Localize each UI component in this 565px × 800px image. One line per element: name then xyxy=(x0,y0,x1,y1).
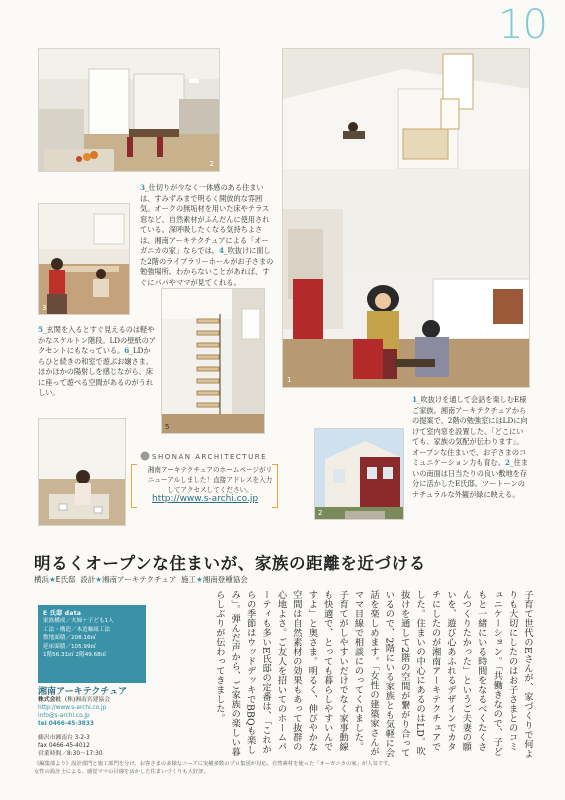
living-dining-image xyxy=(39,49,220,172)
caption-number: 3 xyxy=(140,183,146,192)
company-fax: fax 0466-45-4012 xyxy=(38,743,90,749)
photo-number: 1 xyxy=(287,376,292,384)
homepage-link[interactable]: http://www.s-archi.co.jp xyxy=(152,494,259,504)
data-line: 家族構成／夫婦＋子ども1人 xyxy=(43,618,114,624)
article-headline: 明るくオープンな住まいが、家族の距離を近づける xyxy=(34,554,426,573)
company-url[interactable]: http://www.s-archi.co.jp xyxy=(38,705,107,711)
caption-text: _吹抜けを通して会話を楽しむE様ご家族。湘南アーキテクチュアからの提案で、2階の勉強室にはLDに向けて室内窓を設置した。「どこにいても、家族の気配が伝わります」。オープンな住まいで、お子さまのコミュニケーション力も育む。 xyxy=(412,395,528,467)
company-type: 株式会社 xyxy=(38,697,62,703)
credit-location: 横浜 xyxy=(34,575,49,584)
caption-text: _吹抜けに面した2階のライブラリーホールがお子さまの勉強場所。わからないことがあれば、すぐにパパやママが見てくれる。 xyxy=(140,246,274,287)
credit-build: 湘南登種協会 xyxy=(202,575,248,584)
caption-3-4 xyxy=(140,183,274,288)
caption-text: _仕切りが少なく一体感のある住まいは、すみずみまで明るく開放的な雰囲気。オークの無垢材を用いた床やテラス窓など、自然素材がふんだんに使用されている。深呼吸したくなる気持ちよさは、湘南アーキテクチュアによる「オーガニカの家」ならでは。 xyxy=(140,183,270,255)
caption-text: _住まいの南面は日当たりの良い敷地を存分に活かしたE氏邸。ツートーンのナチュラルな外観が緑に映える。 xyxy=(412,458,529,499)
data-line: 敷地面積／208.16㎡ xyxy=(43,635,97,641)
house-data-box xyxy=(38,605,146,683)
exterior-image xyxy=(315,429,404,520)
company-email[interactable]: info@s-archi.co.jp xyxy=(38,713,90,719)
left-bracket xyxy=(131,464,137,508)
atrium-image xyxy=(283,49,530,388)
caption-number: 1 xyxy=(412,395,418,404)
data-title: E 氏邸 data xyxy=(43,610,82,617)
photo-number: 3 xyxy=(42,304,47,312)
credit-design-label: 設計 xyxy=(80,575,96,584)
company-sub: (株)湘南宮建協会 xyxy=(64,697,110,703)
photo-number: 2 xyxy=(318,509,323,517)
caption-5-6 xyxy=(38,325,156,399)
photo-number: 5 xyxy=(165,423,170,431)
page-number: 10 xyxy=(498,2,547,48)
company-tel: tel 0466-45-3833 xyxy=(38,721,94,727)
staircase-image xyxy=(162,289,265,434)
credit-build-label: 施工 xyxy=(181,575,197,584)
editorial-note-line: 《編集部より》設計部門と施工部門を分け、お客さまの多様なニーズに実績多数のプロ集団が対応。自然素材を使った「オーガニカの家」が人気です。 xyxy=(34,761,394,767)
logo-icon xyxy=(140,451,150,461)
data-line: 延床面積／105.99㎡ xyxy=(43,643,97,650)
photo-atrium xyxy=(282,48,530,388)
article-body: 子育て世代のEさんが、家づくりで何よりも大切にしたのはお子さまとのコミュニケーション。「共働きなので、子どもと一緒にいる時間をなるべくたくさんつくりたかった」というご夫妻の願いを、遊び心あふれるデザインでカタチにしたのが湘南アーキテクチュアでした。住まいの中心にあるのはLD。吹抜けを通して2階の空間が繋がり合っているので、2階にいる家族とも気軽に会話を楽しめます。「女性の建築家さんがママ目線で相談にのってくれました。子育てがしやすいだけでなく家事動線も快適で、とっても暮らしやすいんですよ」と奥さま。明るく、伸びやかな空間は自然素材の効果もあって抜群の心地よさ。ご友人を招いてのホームパーティも多いE氏邸の定番は、「これからの季節はウッドデッキでBBQも楽しみ」。弾んだ声から、ご家族の楽しい暮らしぶりが伝わってきました。 xyxy=(213,590,533,759)
caption-number: 5 xyxy=(38,325,44,334)
caption-text: _玄関を入るとすぐ見えるのは軽やかなスケルトン階段。LDの壁紙のアクセントにもなっている。 xyxy=(38,325,156,355)
data-line: 1階56.31㎡ 2階49.68㎡ xyxy=(43,652,107,658)
editorial-note-line: 女性の設計士による、感覚ママの目線を活かした住まいづくりも大好評。 xyxy=(34,769,209,775)
editorial-note xyxy=(34,760,534,776)
company-info xyxy=(38,688,146,758)
article-credit xyxy=(34,574,248,585)
photo-number: 2 xyxy=(209,160,214,168)
caption-text: _LDからひと続きの和室で遊ぶお嬢さま。ほかほかの陽射しを感じながら、床に座って遊べる空間があるのがうれしい。 xyxy=(38,346,154,397)
caption-number: 4 xyxy=(219,246,225,255)
company-name: 湘南アーキテクチュア xyxy=(38,687,128,697)
photo-library xyxy=(38,203,130,315)
star-icon: ★ xyxy=(196,575,203,584)
caption-number: 6 xyxy=(124,346,130,355)
credit-design: 湘南アーキテクチュア xyxy=(102,575,177,584)
caption-1-2 xyxy=(412,395,530,500)
photo-staircase xyxy=(161,288,265,434)
shonan-architecture-title: SHONAN ARCHITECTURE xyxy=(152,453,267,461)
shonan-architecture-text: 湘南アーキテクチュアのホームページがリニューアルしました！直接アドレスを入力してアクセスしてください。 xyxy=(147,466,273,494)
photo-exterior xyxy=(314,428,404,520)
star-icon: ★ xyxy=(49,575,56,584)
credit-client: E氏邸 xyxy=(55,575,76,584)
library-image xyxy=(39,204,130,315)
caption-number: 2 xyxy=(505,458,511,467)
child-playing-image xyxy=(39,419,126,526)
photo-living-dining xyxy=(38,48,220,172)
star-icon: ★ xyxy=(95,575,102,584)
company-address: 藤沢市湘南台 3-2-3 xyxy=(38,735,90,741)
data-line: 工法・構造／木造軸組工法 xyxy=(43,626,111,633)
company-hours: 営業時間／8:30～17:30 xyxy=(38,751,103,757)
photo-child-playing xyxy=(38,418,126,526)
